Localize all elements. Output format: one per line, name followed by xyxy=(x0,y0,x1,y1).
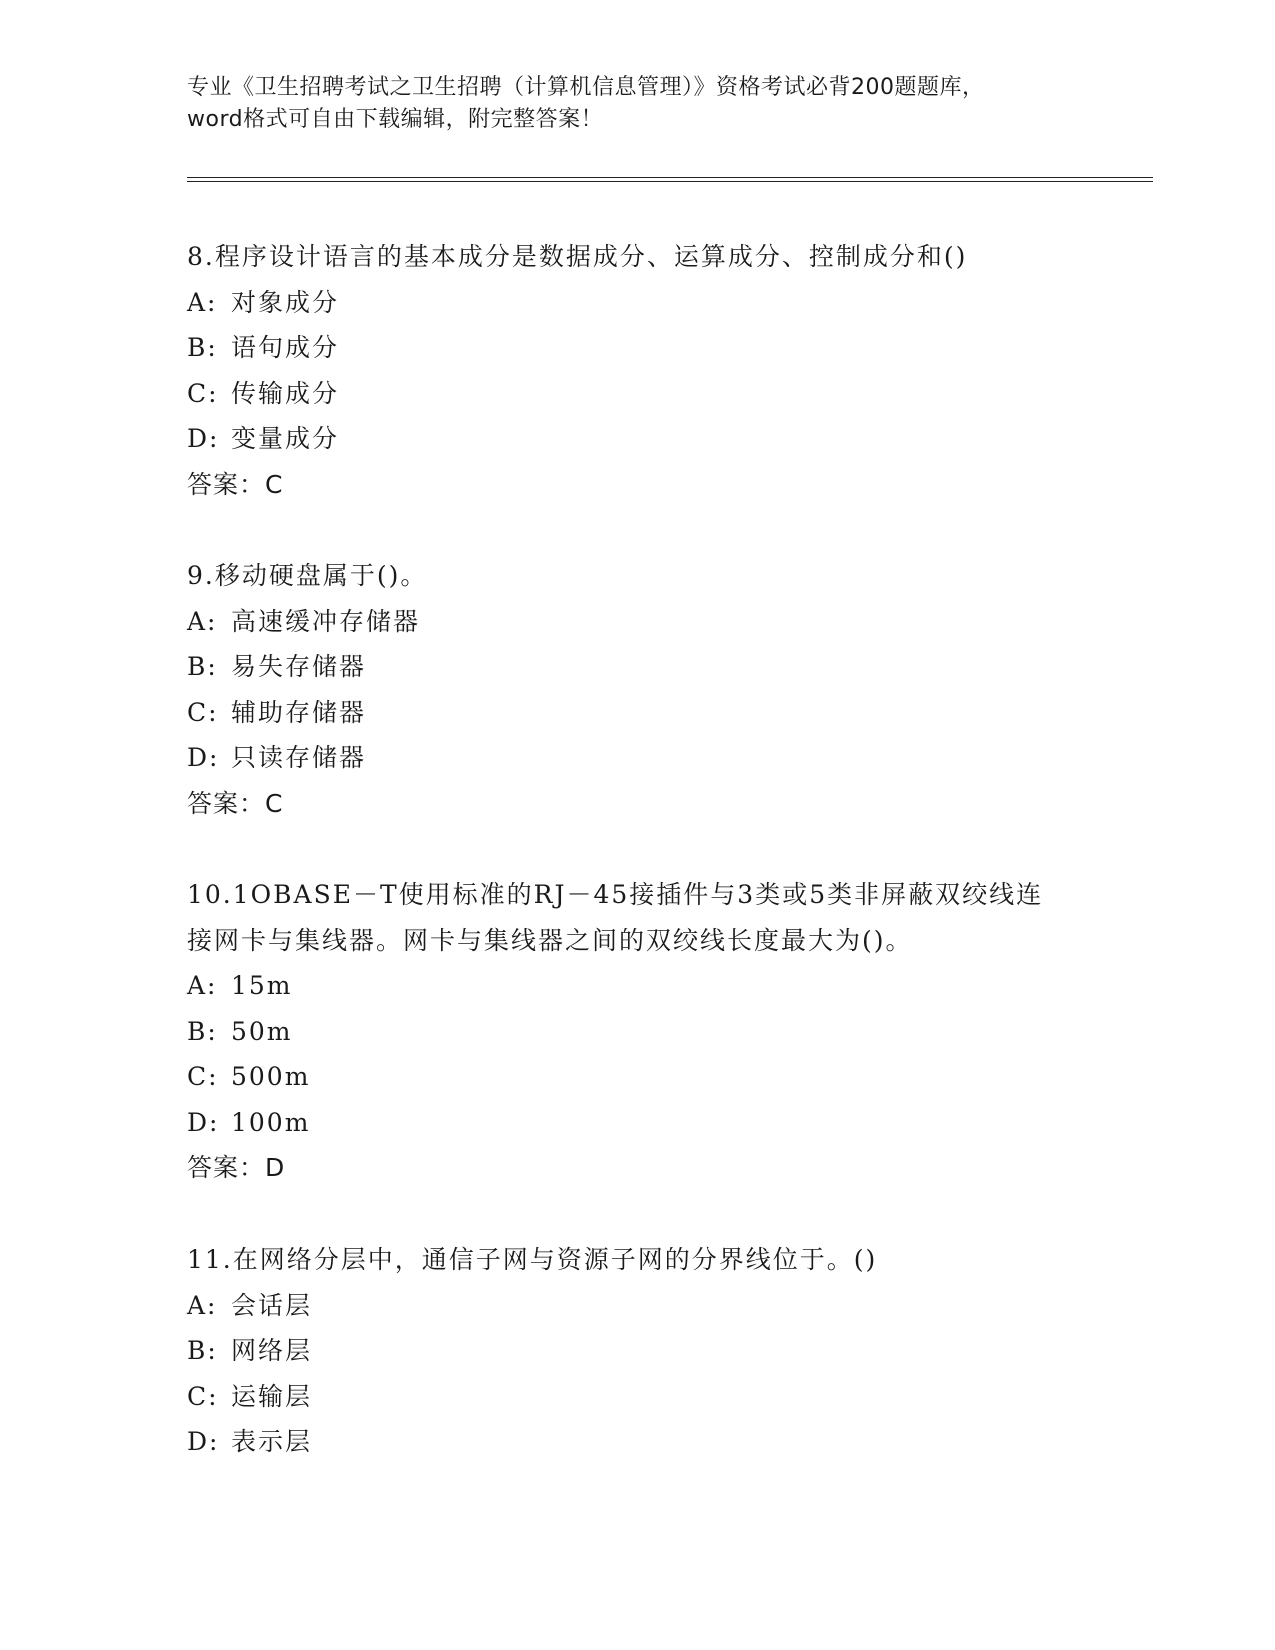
option-letter: B: xyxy=(187,1016,218,1046)
option-a xyxy=(187,280,1117,326)
option-a xyxy=(187,599,1117,645)
document-header xyxy=(187,72,1087,136)
option-letter: A: xyxy=(187,287,218,317)
option-letter: C: xyxy=(187,378,219,408)
option-text: 运输层 xyxy=(231,1381,313,1411)
option-letter: C: xyxy=(187,1062,219,1091)
question-text: 8.程序设计语言的基本成分是数据成分、运算成分、控制成分和() xyxy=(187,242,968,271)
option-text: 500m xyxy=(231,1062,311,1091)
option-letter: C: xyxy=(187,1381,219,1411)
option-b xyxy=(187,325,1117,371)
answer: 答案：C xyxy=(187,469,284,499)
option-text: 传输成分 xyxy=(231,378,340,408)
question-8 xyxy=(187,234,1117,507)
option-b xyxy=(187,1328,1117,1374)
question-11 xyxy=(187,1237,1117,1465)
question-text: 9.移动硬盘属于()。 xyxy=(187,561,428,590)
question-text: 接网卡与集线器。网卡与集线器之间的双绞线长度最大为()。 xyxy=(187,925,913,955)
option-text: 15m xyxy=(231,971,293,1000)
question-text: 10.1OBASE－T使用标准的RJ－45接插件与3类或5类非屏蔽双绞线连 xyxy=(187,880,1044,909)
option-text: 语句成分 xyxy=(231,333,340,362)
question-10 xyxy=(187,872,1117,1191)
option-text: 变量成分 xyxy=(231,424,340,453)
option-text: 辅助存储器 xyxy=(231,697,367,727)
option-text: 100m xyxy=(231,1107,311,1137)
option-letter: D: xyxy=(187,1107,220,1137)
option-c xyxy=(187,690,1117,736)
option-text: 50m xyxy=(231,1016,293,1046)
option-d xyxy=(187,1100,1117,1146)
option-letter: B: xyxy=(187,333,218,362)
option-letter: A: xyxy=(187,971,218,1000)
option-a xyxy=(187,963,1117,1009)
question-9 xyxy=(187,553,1117,826)
header-divider-bottom xyxy=(187,181,1153,182)
header-divider-top xyxy=(187,177,1153,178)
option-c xyxy=(187,1374,1117,1420)
option-a xyxy=(187,1283,1117,1329)
option-letter: D: xyxy=(187,424,220,453)
option-letter: B: xyxy=(187,652,218,681)
option-text: 对象成分 xyxy=(231,287,340,317)
option-letter: D: xyxy=(187,743,220,772)
option-letter: A: xyxy=(187,606,218,636)
option-letter: B: xyxy=(187,1336,218,1365)
option-text: 表示层 xyxy=(231,1427,313,1456)
option-c xyxy=(187,371,1117,417)
answer: 答案：D xyxy=(187,1153,286,1182)
option-text: 高速缓冲存储器 xyxy=(231,606,421,636)
option-text: 网络层 xyxy=(231,1336,313,1365)
question-text: 11.在网络分层中，通信子网与资源子网的分界线位于。() xyxy=(187,1245,878,1274)
option-b xyxy=(187,644,1117,690)
option-b xyxy=(187,1009,1117,1055)
header-line-2: word格式可自由下载编辑，附完整答案！ xyxy=(187,107,604,132)
option-d xyxy=(187,735,1117,781)
option-letter: D: xyxy=(187,1427,220,1456)
header-line-1: 专业《卫生招聘考试之卫生招聘（计算机信息管理）》资格考试必背200题题库， xyxy=(187,75,985,100)
option-d xyxy=(187,1419,1117,1465)
option-text: 易失存储器 xyxy=(231,652,367,681)
option-text: 会话层 xyxy=(231,1290,313,1320)
option-letter: A: xyxy=(187,1290,218,1320)
option-letter: C: xyxy=(187,697,219,727)
answer: 答案：C xyxy=(187,788,284,818)
option-d xyxy=(187,416,1117,462)
option-c xyxy=(187,1054,1117,1100)
option-text: 只读存储器 xyxy=(231,743,367,772)
